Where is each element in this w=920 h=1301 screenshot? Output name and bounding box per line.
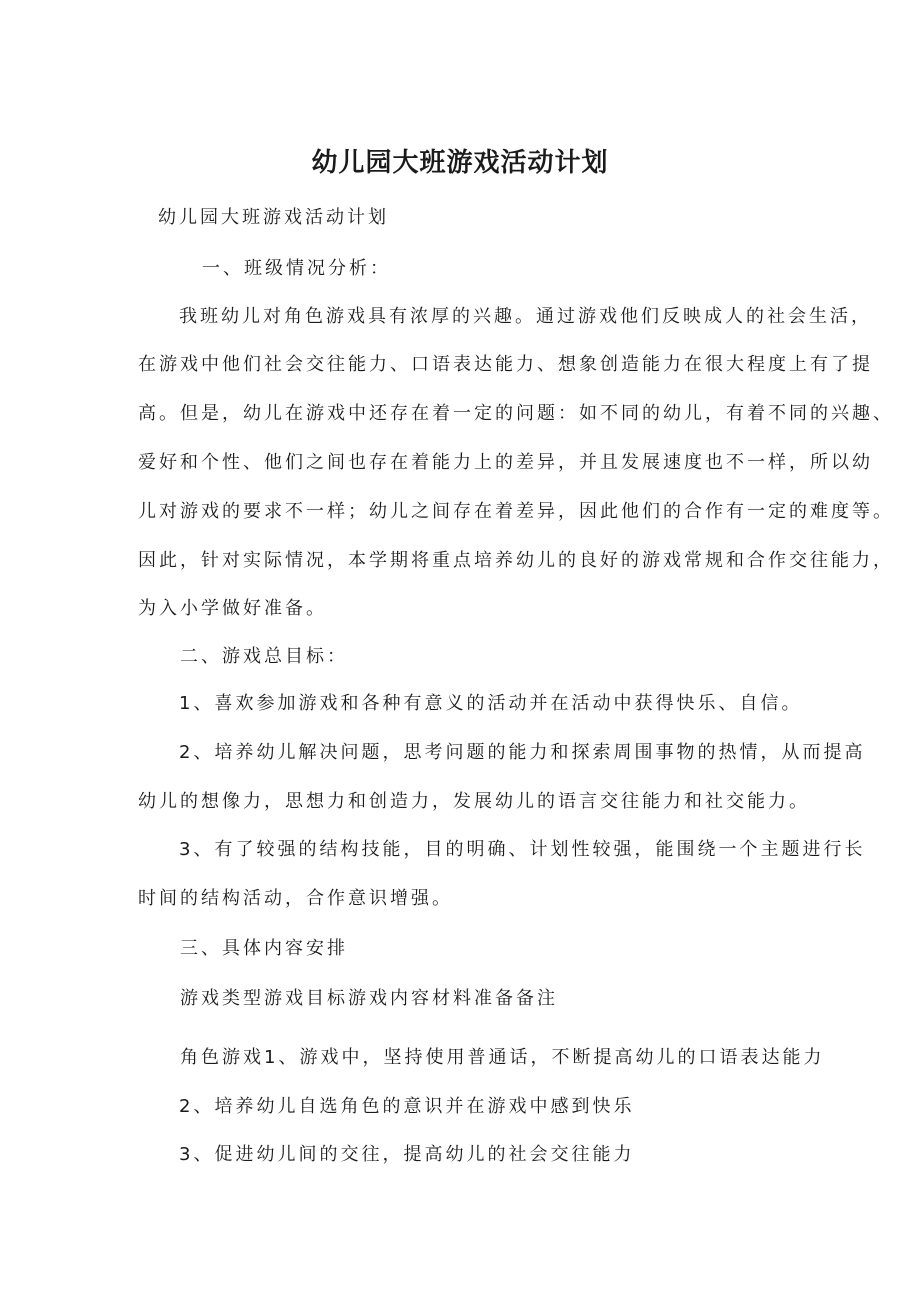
- paragraph-line: 爱好和个性、他们之间也存在着能力上的差异，并且发展速度也不一样，所以幼: [138, 452, 873, 473]
- document-subtitle: 幼儿园大班游戏活动计划: [158, 207, 389, 228]
- document-title: 幼儿园大班游戏活动计划: [311, 148, 609, 178]
- section1-heading: 一、班级情况分析：: [202, 258, 391, 279]
- paragraph-line: 在游戏中他们社会交往能力、口语表达能力、想象创造能力在很大程度上有了提: [138, 354, 873, 375]
- role-game-line: 角色游戏1、游戏中，坚持使用普通话，不断提高幼儿的口语表达能力: [180, 1047, 825, 1068]
- section3-heading: 三、具体内容安排: [180, 938, 348, 959]
- goal-item-2-line: 2、培养幼儿解决问题，思考问题的能力和探索周围事物的热情，从而提高: [179, 742, 866, 763]
- goal-item-1: 1、喜欢参加游戏和各种有意义的活动并在活动中获得快乐、自信。: [179, 693, 803, 714]
- section2-heading: 二、游戏总目标：: [180, 646, 348, 667]
- table-header-text: 游戏类型游戏目标游戏内容材料准备备注: [180, 988, 558, 1009]
- paragraph-line: 我班幼儿对角色游戏具有浓厚的兴趣。通过游戏他们反映成人的社会生活，: [179, 306, 872, 327]
- paragraph-line: 高。但是，幼儿在游戏中还存在着一定的问题：如不同的幼儿，有着不同的兴趣、: [138, 403, 894, 424]
- paragraph-line: 为入小学做好准备。: [138, 598, 327, 619]
- role-game-line: 2、培养幼儿自选角色的意识并在游戏中感到快乐: [179, 1096, 635, 1117]
- goal-item-3-line: 时间的结构活动，合作意识增强。: [138, 888, 453, 909]
- goal-item-2-line: 幼儿的想像力，思想力和创造力，发展幼儿的语言交往能力和社交能力。: [138, 791, 810, 812]
- goal-item-3-line: 3、有了较强的结构技能，目的明确、计划性较强，能围绕一个主题进行长: [179, 839, 866, 860]
- role-game-line: 3、促进幼儿间的交往，提高幼儿的社会交往能力: [179, 1144, 635, 1165]
- paragraph-line: 因此，针对实际情况，本学期将重点培养幼儿的良好的游戏常规和合作交往能力，: [138, 550, 894, 571]
- paragraph-line: 儿对游戏的要求不一样；幼儿之间存在着差异，因此他们的合作有一定的难度等。: [138, 501, 894, 522]
